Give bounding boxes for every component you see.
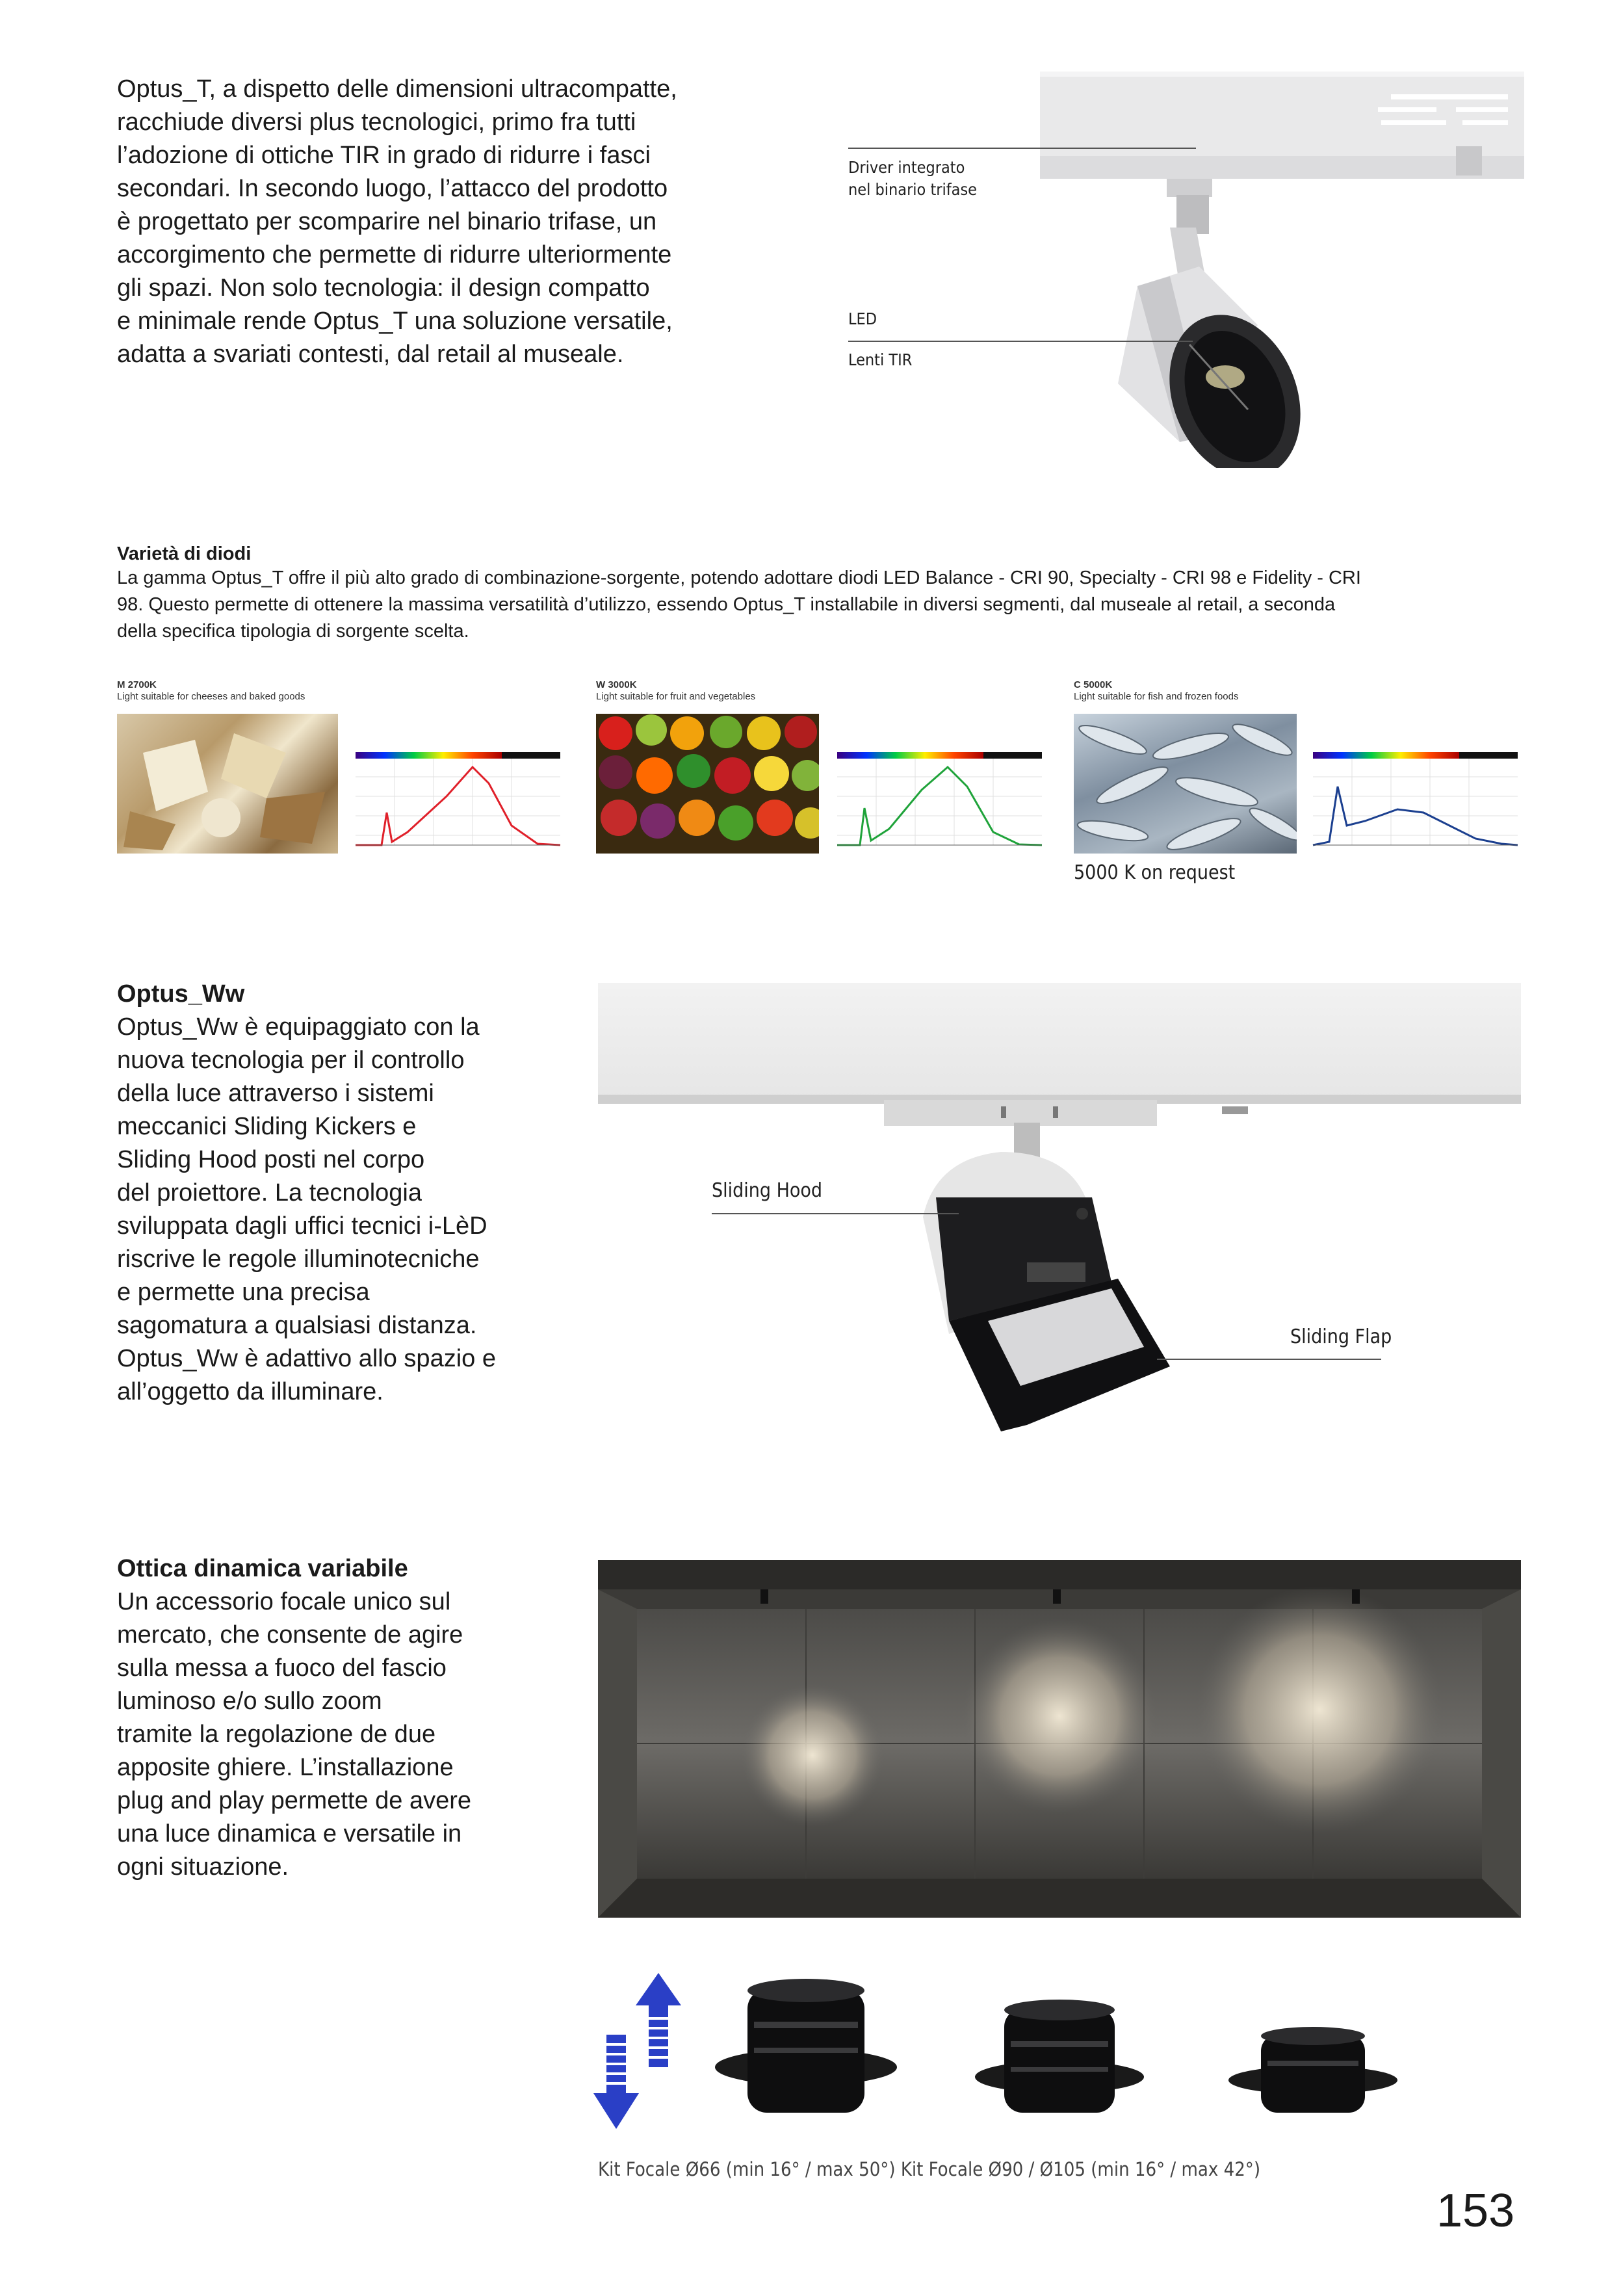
spectrum-desc: Light suitable for fruit and vegetables bbox=[596, 691, 756, 702]
callout-driver bbox=[848, 157, 977, 201]
ottica-line: plug and play permette de avere bbox=[117, 1787, 472, 1814]
spectrum-label bbox=[596, 679, 755, 703]
optus-ww-line: Sliding Hood posti nel corpo bbox=[117, 1146, 425, 1173]
room-lighting-photo bbox=[598, 1560, 1521, 1918]
optus-ww-line: Optus_Ww è adattivo allo spazio e bbox=[117, 1345, 496, 1372]
ottica-line: apposite ghiere. L’installazione bbox=[117, 1754, 454, 1781]
callout-led: LED bbox=[848, 309, 877, 328]
diodi-line: della specifica tipologia di sorgente scelta. bbox=[117, 621, 469, 642]
optus-ww-line: sagomatura a qualsiasi distanza. bbox=[117, 1312, 477, 1339]
focal-kit-90 bbox=[975, 2000, 1144, 2113]
optus-ww-line: sviluppata dagli uffici tecnici i-LèD bbox=[117, 1212, 487, 1240]
optus-ww-title: Optus_Ww bbox=[117, 980, 245, 1008]
ottica-line: ogni situazione. bbox=[117, 1853, 289, 1881]
focal-kit-105 bbox=[1228, 2027, 1397, 2113]
optus-ww-line: Optus_Ww è equipaggiato con la bbox=[117, 1013, 480, 1041]
callout-driver-line2: nel binario trifase bbox=[848, 180, 978, 199]
optus-ww-line: del proiettore. La tecnologia bbox=[117, 1179, 422, 1207]
spectrum-code: C 5000K bbox=[1074, 679, 1113, 690]
spectrum-label bbox=[117, 679, 305, 703]
callout-line bbox=[848, 148, 1196, 149]
diodi-line: La gamma Optus_T offre il più alto grado di combinazione-sorgente, potendo adottare diodi LED Balance - CRI 90, Specialty - CRI 98 e Fidelity - CRI bbox=[117, 567, 1361, 588]
spectrum-chart-2 bbox=[824, 751, 1045, 855]
optus-ww-line: e permette una precisa bbox=[117, 1279, 370, 1306]
spectrum-code: M 2700K bbox=[117, 679, 157, 690]
callout-line bbox=[848, 341, 1193, 342]
optus-ww-line: meccanici Sliding Kickers e bbox=[117, 1113, 417, 1140]
spectrum-chart-3 bbox=[1300, 751, 1521, 855]
fruit-photo bbox=[596, 714, 819, 854]
intro-line: racchiude diversi plus tecnologici, primo fra tutti bbox=[117, 109, 636, 136]
diodi-section bbox=[117, 543, 1514, 645]
optus-ww-line: della luce attraverso i sistemi bbox=[117, 1080, 434, 1107]
page-number: 153 bbox=[1436, 2185, 1515, 2237]
spectrum-chart-1 bbox=[343, 751, 564, 855]
spectrum-desc: Light suitable for cheeses and baked goods bbox=[117, 691, 305, 702]
ottica-title: Ottica dinamica variabile bbox=[117, 1555, 408, 1582]
diodi-title: Varietà di diodi bbox=[117, 543, 252, 564]
ottica-line: una luce dinamica e versatile in bbox=[117, 1820, 462, 1847]
spectrum-desc: Light suitable for fish and frozen foods bbox=[1074, 691, 1239, 702]
optus-ww-line: riscrive le regole illuminotecniche bbox=[117, 1246, 480, 1273]
ottica-line: Un accessorio focale unico sul bbox=[117, 1588, 451, 1615]
callout-line bbox=[712, 1213, 959, 1214]
optus-ww-line: nuova tecnologia per il controllo bbox=[117, 1047, 465, 1074]
diodi-line: 98. Questo permette di ottenere la massima versatilità d’utilizzo, essendo Optus_T installabile in diversi segmenti, dal museale al retail, a seconda bbox=[117, 594, 1336, 615]
optus-ww-line: all’oggetto da illuminare. bbox=[117, 1378, 383, 1405]
callout-driver-line1: Driver integrato bbox=[848, 158, 965, 177]
intro-line: Optus_T, a dispetto delle dimensioni ultracompatte, bbox=[117, 75, 677, 103]
up-down-arrows-icon bbox=[590, 1970, 688, 2132]
ottica-line: mercato, che consente de agire bbox=[117, 1621, 463, 1649]
optus-t-product-image bbox=[1040, 72, 1527, 468]
ottica-line: sulla messa a fuoco del fascio bbox=[117, 1654, 447, 1682]
optus-ww-section bbox=[117, 978, 572, 1409]
ottica-section bbox=[117, 1552, 572, 1884]
intro-line: accorgimento che permette di ridurre ulteriormente bbox=[117, 241, 672, 268]
focal-kits-image bbox=[708, 1970, 1436, 2132]
callout-sliding-hood: Sliding Hood bbox=[712, 1179, 823, 1202]
intro-line: gli spazi. Non solo tecnologia: il design compatto bbox=[117, 274, 650, 302]
intro-line: è progettato per scomparire nel binario trifase, un bbox=[117, 208, 657, 235]
focal-kit-66 bbox=[715, 1979, 897, 2113]
intro-line: l’adozione di ottiche TIR in grado di ridurre i fasci bbox=[117, 142, 651, 169]
5000k-note: 5000 K on request bbox=[1074, 861, 1236, 884]
ottica-line: tramite la regolazione de due bbox=[117, 1721, 436, 1748]
spectrum-code: W 3000K bbox=[596, 679, 637, 690]
callout-lenti-tir: Lenti TIR bbox=[848, 350, 913, 369]
focal-kit-caption: Kit Focale Ø66 (min 16° / max 50°) Kit Focale Ø90 / Ø105 (min 16° / max 42°) bbox=[598, 2158, 1261, 2180]
spectrum-label bbox=[1074, 679, 1239, 703]
cheese-photo bbox=[117, 714, 338, 854]
callout-sliding-flap: Sliding Flap bbox=[1290, 1325, 1392, 1348]
fish-photo bbox=[1074, 714, 1297, 854]
intro-line: adatta a svariati contesti, dal retail al museale. bbox=[117, 341, 624, 368]
intro-line: e minimale rende Optus_T una soluzione versatile, bbox=[117, 307, 673, 335]
ottica-line: luminoso e/o sullo zoom bbox=[117, 1688, 382, 1715]
intro-paragraph bbox=[117, 73, 754, 371]
intro-line: secondari. In secondo luogo, l’attacco del prodotto bbox=[117, 175, 668, 202]
callout-line bbox=[1157, 1359, 1381, 1360]
